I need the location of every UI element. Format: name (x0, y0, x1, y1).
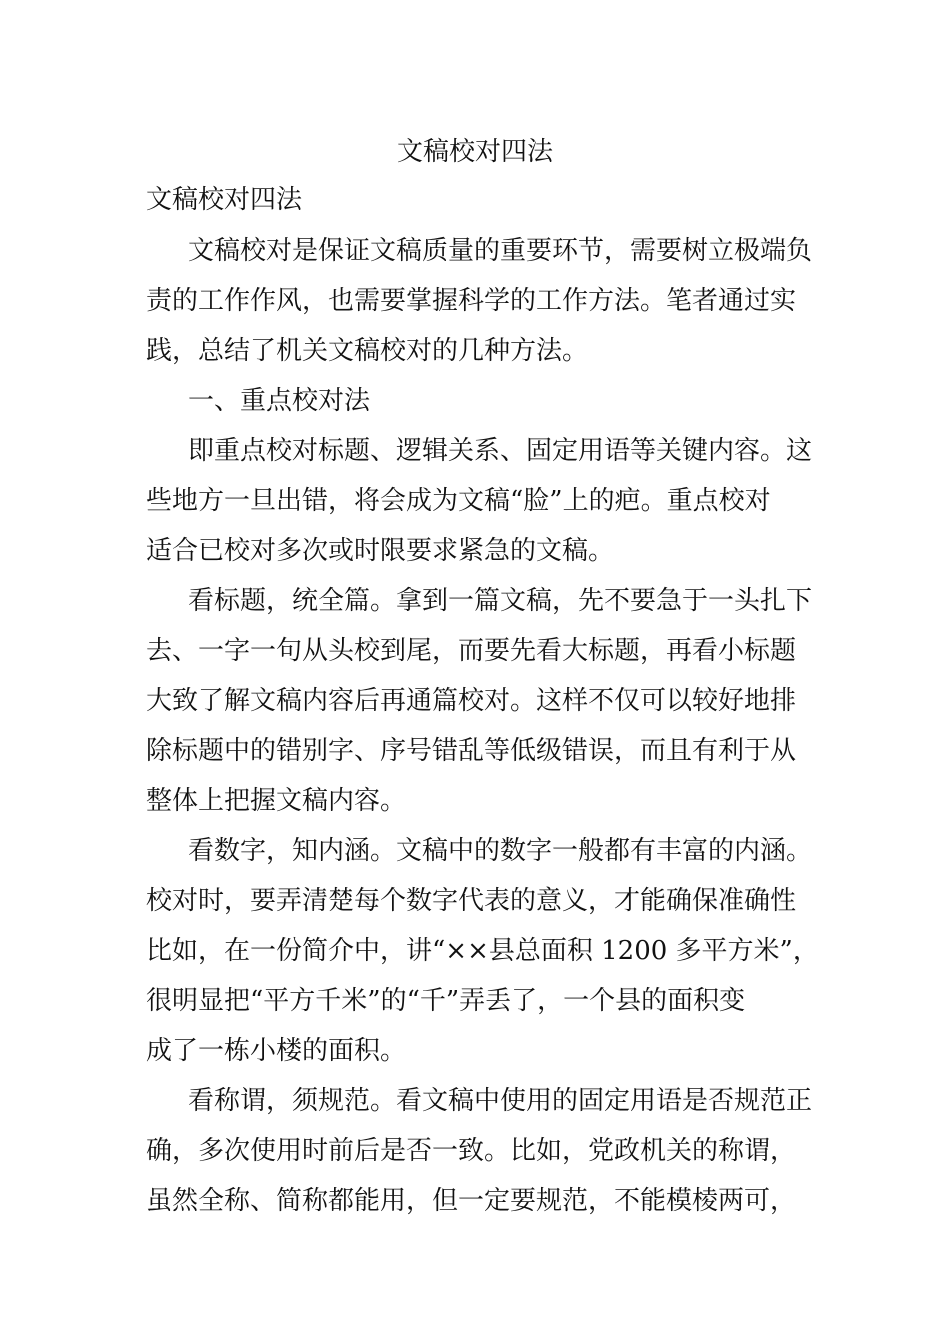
text-line: 虽然全称、简称都能用，但一定要规范，不能模棱两可， (146, 1186, 797, 1216)
text-line: 成了一栋小楼的面积。 (146, 1036, 407, 1066)
text-line: 些地方一旦出错，将会成为文稿“脸”上的疤。重点校对 (146, 486, 771, 516)
text-line: 看称谓，须规范。看文稿中使用的固定用语是否规范正 (188, 1086, 813, 1116)
text-line: 除标题中的错别字、序号错乱等低级错误，而且有利于从 (146, 736, 797, 766)
paragraph-intro (146, 226, 812, 376)
text-line: 很明显把“平方千米”的“千”弄丢了，一个县的面积变 (146, 986, 746, 1016)
text-line: 比如，在一份简介中，讲“××县总面积 1200 多平方米”， (146, 936, 819, 966)
document-title: 文稿校对四法 (396, 137, 553, 167)
text-line: 看标题，统全篇。拿到一篇文稿，先不要急于一头扎下 (188, 586, 813, 616)
paragraph-titles-of-address (146, 1076, 812, 1226)
section-heading (146, 376, 812, 426)
text-line: 看数字，知内涵。文稿中的数字一般都有丰富的内涵。 (188, 836, 813, 866)
text-line: 适合已校对多次或时限要求紧急的文稿。 (146, 536, 615, 566)
document-body (146, 226, 819, 1226)
paragraph-key-proofreading (146, 426, 812, 576)
document-subtitle: 文稿校对四法 (146, 185, 303, 215)
paragraph-titles (146, 576, 812, 826)
text-line: 去、一字一句从头校到尾，而要先看大标题，再看小标题 (146, 636, 797, 666)
text-line: 一、重点校对法 (188, 386, 371, 416)
text-line: 确，多次使用时前后是否一致。比如，党政机关的称谓， (146, 1136, 797, 1166)
text-line: 践，总结了机关文稿校对的几种方法。 (146, 336, 589, 366)
text-line: 整体上把握文稿内容。 (146, 786, 407, 816)
text-line: 大致了解文稿内容后再通篇校对。这样不仅可以较好地排 (146, 686, 797, 716)
text-line: 即重点校对标题、逻辑关系、固定用语等关键内容。这 (188, 436, 813, 466)
text-line: 校对时，要弄清楚每个数字代表的意义，才能确保准确性 (146, 886, 797, 916)
text-line: 责的工作作风，也需要掌握科学的工作方法。笔者通过实 (146, 286, 797, 316)
text-line: 文稿校对是保证文稿质量的重要环节，需要树立极端负 (188, 236, 813, 266)
paragraph-numbers (146, 826, 819, 1076)
